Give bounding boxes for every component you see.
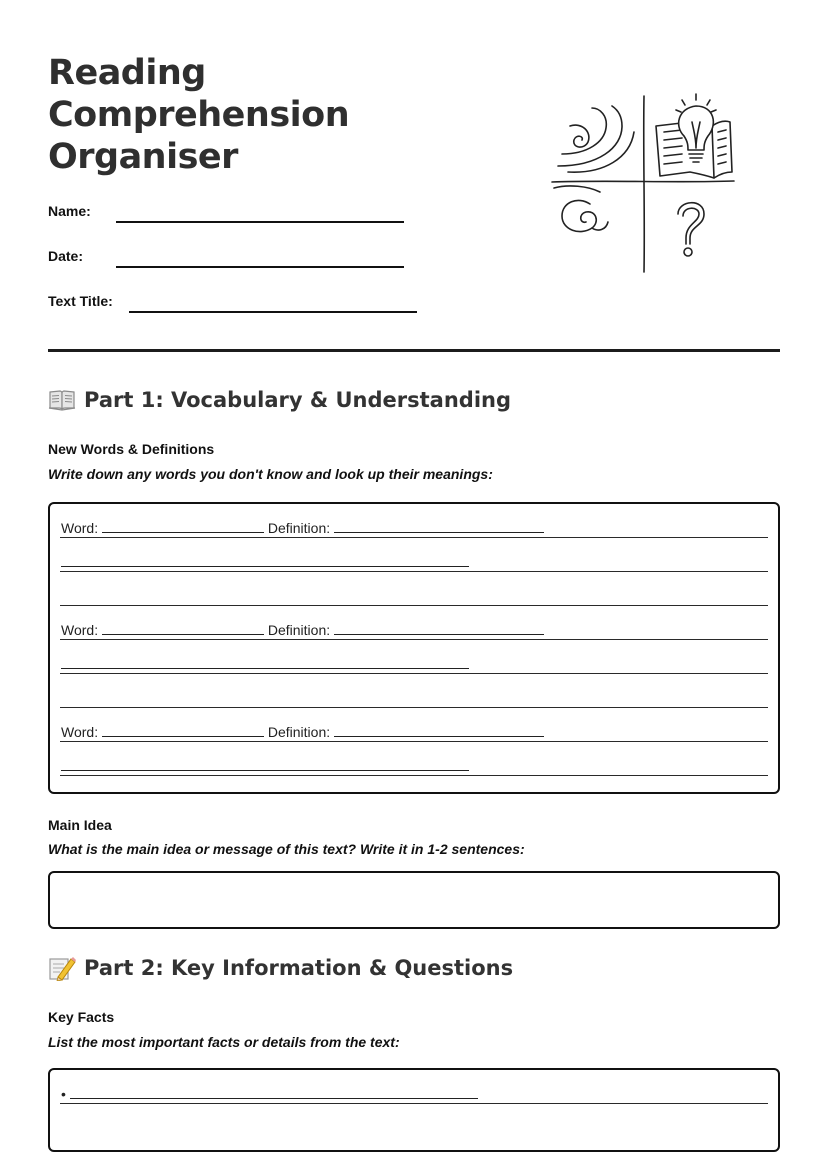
main-idea-box[interactable]	[48, 871, 780, 929]
lightbulb-book-icon	[656, 94, 732, 178]
key-facts-lines	[60, 1070, 768, 1104]
vocab-writing-line[interactable]	[60, 538, 768, 572]
name-line[interactable]	[116, 221, 404, 223]
key-fact-blank[interactable]	[70, 1086, 478, 1099]
vocab-subheading: New Words & Definitions	[48, 441, 215, 457]
main-idea-subheading: Main Idea	[48, 817, 112, 833]
bullet-point: •	[61, 1086, 66, 1102]
definition-blank[interactable]	[334, 622, 544, 635]
question-mark-icon	[678, 203, 704, 256]
part1-heading-text: Part 1: Vocabulary & Understanding	[84, 388, 512, 412]
page-title	[48, 52, 349, 178]
key-facts-instruction: List the most important facts or details from the text:	[48, 1034, 400, 1050]
word-blank[interactable]	[102, 724, 264, 737]
word-blank[interactable]	[102, 622, 264, 635]
definition-label: Definition:	[267, 622, 331, 638]
text-title-label: Text Title:	[48, 293, 113, 309]
definition-label: Definition:	[267, 520, 331, 536]
text-title-line[interactable]	[129, 311, 417, 313]
vocab-writing-line[interactable]	[60, 742, 768, 776]
part1-heading	[48, 388, 511, 412]
key-fact-row-1[interactable]	[60, 1070, 768, 1104]
vocab-writing-line[interactable]	[60, 640, 768, 674]
vocabulary-lines	[60, 504, 768, 776]
title-line-3: Organiser	[48, 137, 238, 177]
date-label: Date:	[48, 248, 84, 264]
key-facts-box[interactable]	[48, 1068, 780, 1152]
vocabulary-box[interactable]	[48, 502, 780, 794]
part2-heading	[48, 955, 513, 981]
word-blank[interactable]	[102, 520, 264, 533]
word-label: Word:	[61, 520, 99, 536]
comprehension-quadrant-illustration	[548, 92, 738, 276]
definition-continuation-blank[interactable]	[61, 554, 469, 567]
wind-swirl-icon	[558, 106, 634, 172]
vocab-instruction: Write down any words you don't know and look up their meanings:	[48, 466, 493, 482]
name-field	[48, 203, 91, 219]
header-divider	[48, 349, 780, 352]
memo-pencil-icon	[48, 955, 76, 981]
date-line[interactable]	[116, 266, 404, 268]
definition-continuation-blank[interactable]	[61, 758, 469, 771]
spiral-icon	[554, 186, 608, 232]
main-idea-instruction: What is the main idea or message of this text? Write it in 1-2 sentences:	[48, 841, 525, 857]
text-title-field	[48, 293, 113, 309]
definition-label: Definition:	[267, 724, 331, 740]
word-label: Word:	[61, 622, 99, 638]
title-line-2: Comprehension	[48, 95, 350, 135]
key-facts-subheading: Key Facts	[48, 1009, 115, 1025]
word-label: Word:	[61, 724, 99, 740]
definition-blank[interactable]	[334, 520, 544, 533]
part2-heading-text: Part 2: Key Information & Questions	[84, 956, 514, 980]
date-field	[48, 248, 83, 264]
vocab-word-row-3[interactable]	[60, 708, 768, 742]
open-book-icon	[48, 388, 76, 412]
vocab-writing-line[interactable]	[60, 674, 768, 708]
vocab-word-row-2[interactable]	[60, 606, 768, 640]
title-line-1: Reading	[48, 53, 206, 93]
name-label: Name:	[48, 203, 91, 219]
vocab-writing-line[interactable]	[60, 572, 768, 606]
definition-blank[interactable]	[334, 724, 544, 737]
definition-continuation-blank[interactable]	[61, 656, 469, 669]
vocab-word-row-1[interactable]	[60, 504, 768, 538]
